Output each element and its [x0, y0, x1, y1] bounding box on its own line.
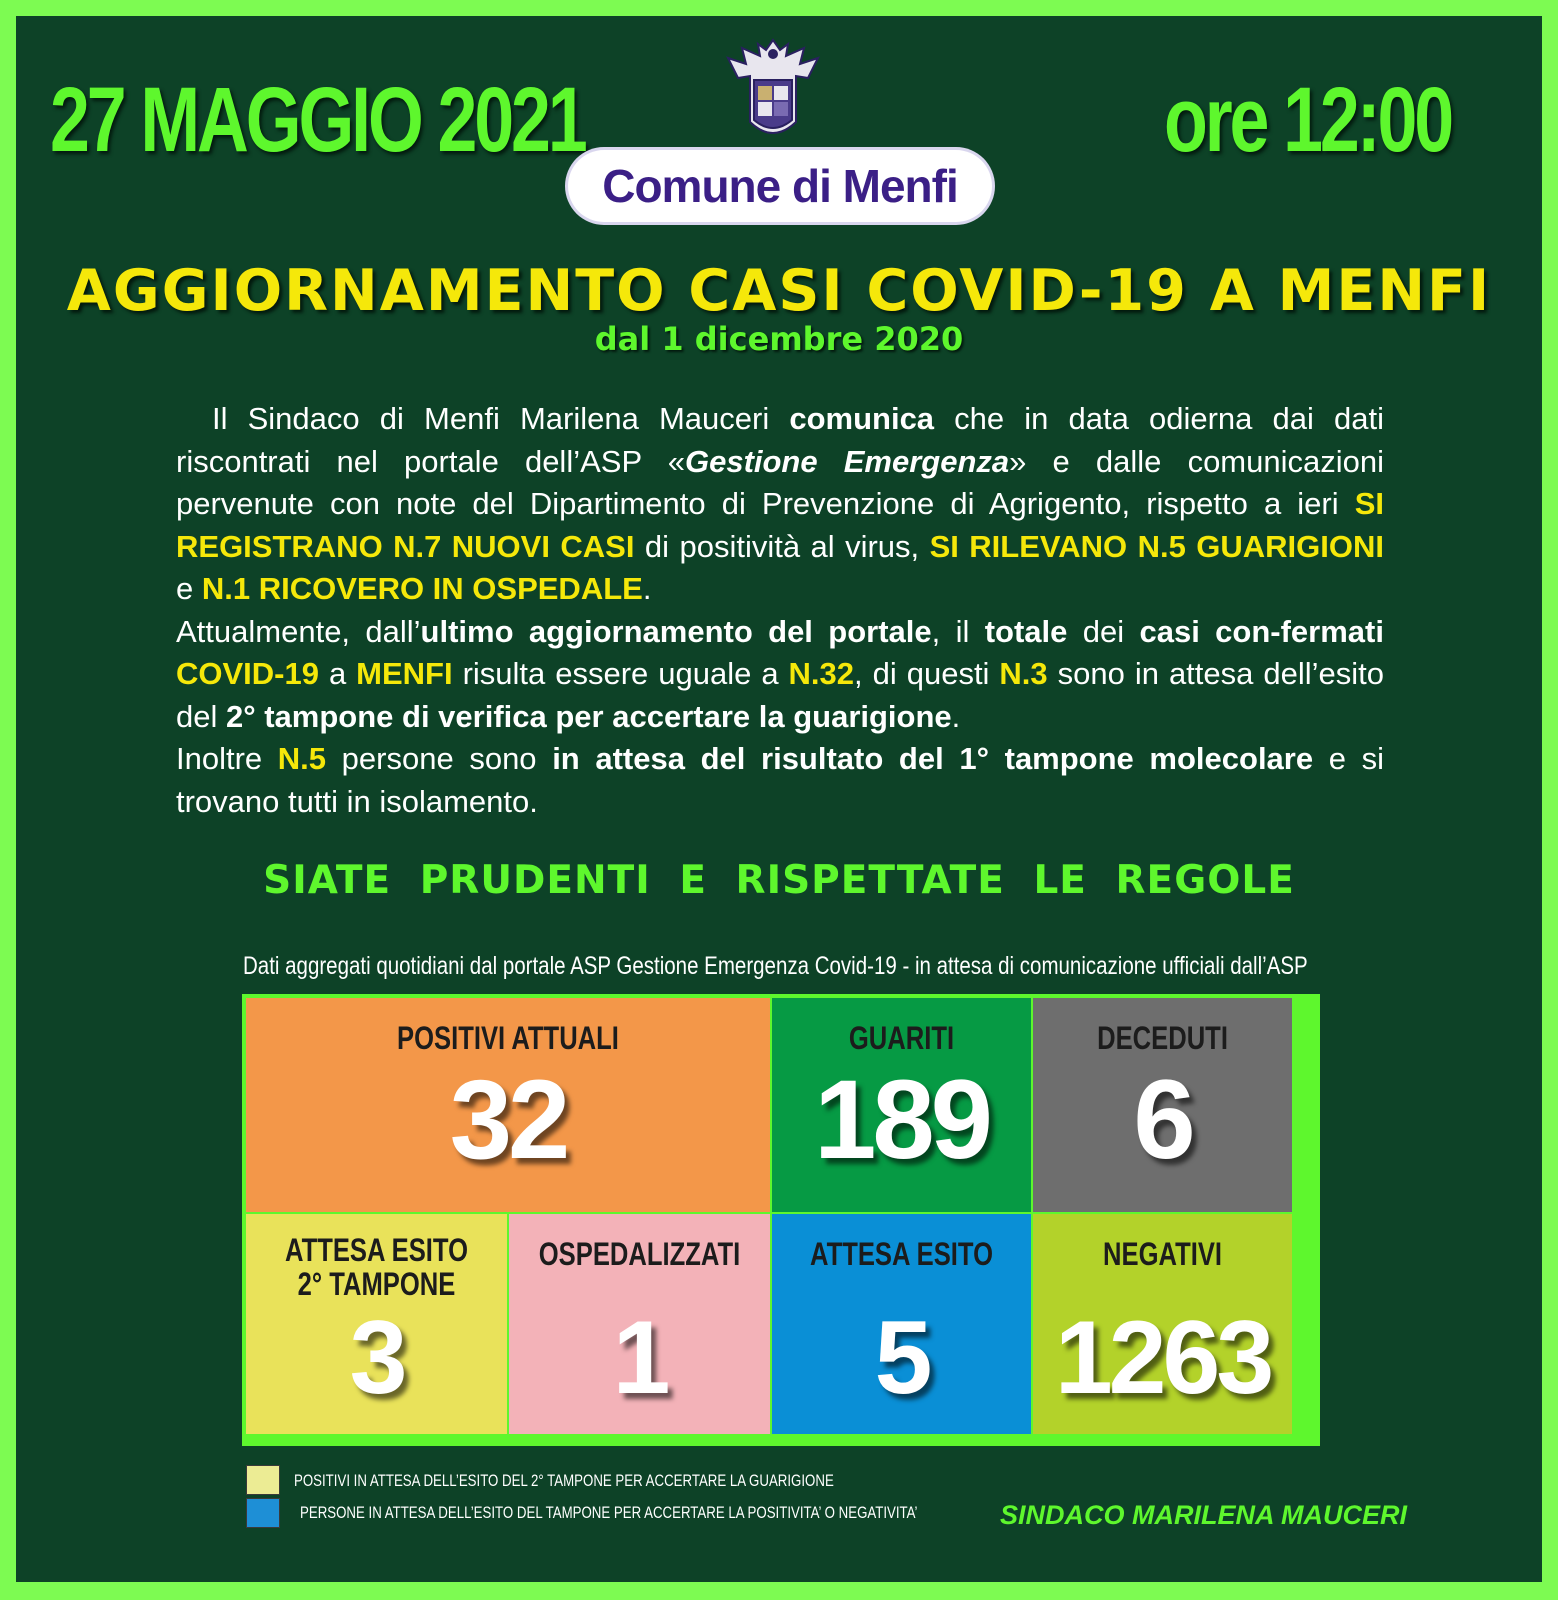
- bold-span: casi con-fermati: [1139, 613, 1384, 649]
- highlight-span: N.1 RICOVERO IN OSPEDALE: [201, 571, 643, 606]
- stat-label: NEGATIVI: [1103, 1236, 1222, 1272]
- stat-value: 32: [449, 1057, 567, 1182]
- text-span: e si trovano tutti in isolamento.: [176, 741, 1384, 819]
- stat-value: 6: [1133, 1057, 1192, 1182]
- menfi-crest-icon: [722, 36, 824, 148]
- bold-span: ultimo aggiornamento del portale: [420, 613, 932, 649]
- stat-value: 3: [349, 1300, 404, 1416]
- highlight-span: N.3: [999, 656, 1048, 691]
- text-span: che in data odierna dai dati riscontrati nel portale dell’ASP «: [176, 401, 1385, 479]
- paragraph-1: [176, 398, 1384, 611]
- text-span: a: [318, 656, 357, 691]
- highlight-span: N.32: [788, 656, 855, 691]
- stat-label: DECEDUTI: [1097, 1020, 1228, 1056]
- stat-guariti: [772, 998, 1031, 1212]
- text-span: e: [176, 571, 202, 606]
- bold-span: in attesa del risultato del 1° tampone molecolare: [552, 741, 1314, 776]
- highlight-span: SI RILEVANO N.5 GUARIGIONI: [929, 528, 1384, 564]
- announcement-text: [176, 398, 1384, 823]
- highlight-span: N.5: [277, 741, 327, 776]
- text-span: di positività al virus,: [634, 528, 930, 564]
- legend-text-2: PERSONE IN ATTESA DELL’ESITO DEL TAMPONE PER ACCERTARE LA POSITIVITA’ O NEGATIVITA’: [300, 1503, 918, 1522]
- stat-value: 1: [612, 1300, 667, 1416]
- stat-value: 189: [814, 1057, 989, 1182]
- legend-swatch-blue: [246, 1498, 280, 1528]
- stat-value: 5: [874, 1300, 929, 1416]
- legend-swatch-yellow: [246, 1465, 280, 1495]
- time-heading: ore 12:00: [1164, 69, 1452, 171]
- italic-span: Gestione Emergenza: [684, 443, 1010, 479]
- highlight-span: SI REGISTRANO N.7 NUOVI CASI: [176, 486, 1384, 564]
- stat-label: OSPEDALIZZATI: [538, 1236, 741, 1272]
- highlight-span: MENFI: [356, 656, 453, 691]
- legend-text-1: POSITIVI IN ATTESA DELL’ESITO DEL 2° TAMPONE PER ACCERTARE LA GUARIGIONE: [294, 1471, 834, 1490]
- text-span: Il Sindaco di Menfi Marilena Mauceri: [212, 401, 790, 436]
- mayor-signature: SINDACO MARILENA MAUCERI: [1000, 1500, 1407, 1530]
- brand-text: Comune di Menfi: [602, 160, 958, 212]
- text-span: .: [951, 698, 961, 734]
- stat-value: 1263: [1054, 1300, 1271, 1416]
- bold-span: totale: [984, 613, 1068, 649]
- text-span: persone sono: [326, 741, 553, 776]
- text-span: .: [642, 571, 652, 606]
- paragraph-3: [176, 738, 1384, 823]
- date-heading: 27 MAGGIO 2021: [50, 69, 585, 171]
- page-subtitle: dal 1 dicembre 2020: [594, 320, 964, 358]
- comune-di-menfi-logo: [568, 150, 992, 222]
- text-span: risulta essere uguale a: [452, 656, 789, 691]
- stat-label: POSITIVI ATTUALI: [397, 1020, 619, 1056]
- stat-label: GUARITI: [848, 1020, 955, 1056]
- text-span: sono in attesa dell’esito del: [176, 656, 1384, 734]
- stat-deceduti: [1033, 998, 1292, 1212]
- source-note: Dati aggregati quotidiani dal portale ASP Gestione Emergenza Covid-19 - in attesa di comunicazione ufficiali dall’ASP: [243, 952, 1308, 980]
- stat-label-line1: ATTESA ESITO: [284, 1232, 468, 1268]
- text-span: , di questi: [854, 656, 1000, 691]
- stat-label: ATTESA ESITO: [809, 1236, 993, 1272]
- text-span: , il: [931, 613, 985, 649]
- stat-positivi-attuali: [246, 998, 770, 1212]
- stat-attesa-esito: [772, 1214, 1031, 1434]
- stat-ospedalizzati: [509, 1214, 770, 1434]
- page-title: AGGIORNAMENTO CASI COVID-19 A MENFI: [66, 258, 1492, 324]
- highlight-span: COVID-19: [176, 656, 319, 691]
- stat-label-line2: 2° TAMPONE: [297, 1266, 456, 1302]
- bold-span: comunica: [789, 401, 935, 436]
- bold-span: 2° tampone di verifica per accertare la guarigione: [225, 698, 952, 734]
- text-span: dei: [1067, 613, 1140, 649]
- text-span: Inoltre: [176, 741, 278, 776]
- text-span: » e dalle comunicazioni pervenute con note del Dipartimento di Prevenzione di Agrigento, rispetto a ieri: [176, 443, 1384, 521]
- paragraph-2: [176, 611, 1384, 739]
- slogan: SIATE PRUDENTI E RISPETTATE LE REGOLE: [263, 858, 1295, 903]
- stats-grid: [242, 994, 1320, 1446]
- text-span: Attualmente, dall’: [176, 613, 421, 649]
- stat-negativi: [1033, 1214, 1292, 1434]
- stat-attesa-esito-2-tampone: [246, 1214, 507, 1434]
